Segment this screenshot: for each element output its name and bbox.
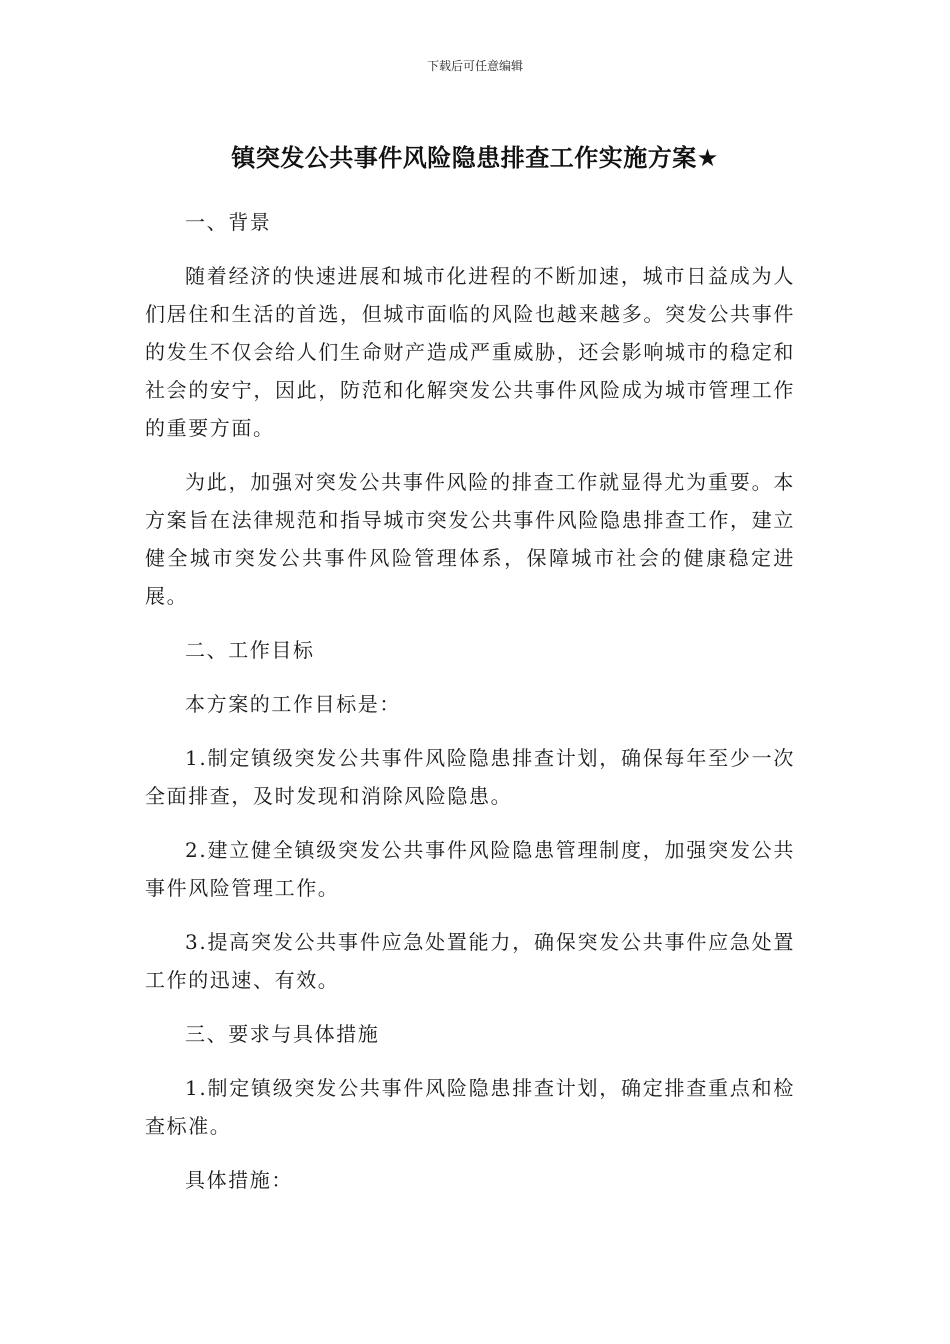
goal-item-2: 2.建立健全镇级突发公共事件风险隐患管理制度，加强突发公共事件风险管理工作。 [145, 838, 795, 900]
header-note: 下载后可任意编辑 [426, 59, 523, 73]
goal-item-3: 3.提高突发公共事件应急处置能力，确保突发公共事件应急处置工作的迅速、有效。 [145, 930, 795, 992]
section-heading-measures: 三、要求与具体措施 [185, 1022, 380, 1046]
measure-item-1: 1.制定镇级突发公共事件风险隐患排查计划，确定排查重点和检查标准。 [145, 1076, 795, 1138]
paragraph-background-1: 随着经济的快速进展和城市化进程的不断加速，城市日益成为人们居住和生活的首选，但城市面临的风险也越来越多。突发公共事件的发生不仅会给人们生命财产造成严重威胁，还会影响城市的稳定和社会的安宁，因此，防范和化解突发公共事件风险成为城市管理工作的重要方面。 [145, 264, 795, 440]
paragraph-goals-intro: 本方案的工作目标是： [185, 692, 401, 716]
section-heading-background: 一、背景 [185, 210, 272, 234]
goal-item-1: 1.制定镇级突发公共事件风险隐患排查计划，确保每年至少一次全面排查，及时发现和消除风险隐患。 [145, 746, 795, 808]
measures-subheading: 具体措施： [185, 1168, 293, 1192]
paragraph-background-2: 为此，加强对突发公共事件风险的排查工作就显得尤为重要。本方案旨在法律规范和指导城市突发公共事件风险隐患排查工作，建立健全城市突发公共事件风险管理体系，保障城市社会的健康稳定进展。 [145, 470, 795, 608]
document-title: 镇突发公共事件风险隐患排查工作实施方案★ [231, 144, 719, 172]
document-body [145, 203, 795, 1215]
section-heading-goals: 二、工作目标 [185, 638, 315, 662]
